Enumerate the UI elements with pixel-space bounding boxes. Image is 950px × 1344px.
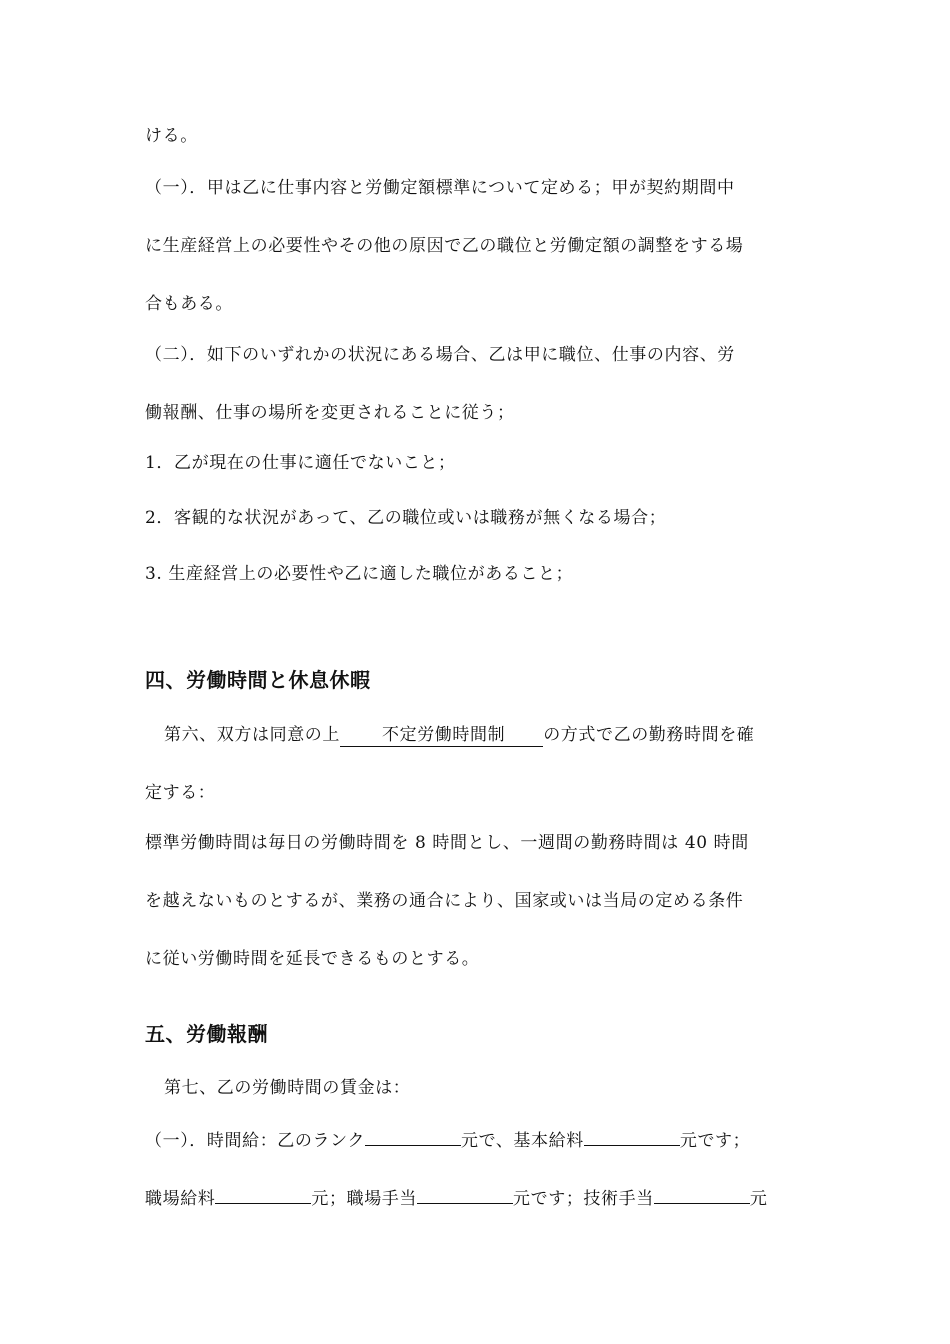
clause-text: 第六、双方は同意の上 [164,725,340,745]
base-salary-blank[interactable] [584,1127,680,1146]
technical-allowance-blank[interactable] [654,1185,750,1204]
clause-text: 元で、基本給料 [460,1131,584,1151]
paragraph-line: 合もある。 [145,294,233,314]
clause-text: （一）．時間給：乙のランク [145,1131,365,1151]
paragraph-line: 標準労働時間は毎日の労働時間を 8 時間とし、一週間の勤務時間は 40 時間 [145,833,749,853]
list-item: 3. 生産経営上の必要性や乙に適した職位があること； [145,564,574,584]
paragraph-line: 定する： [145,783,216,803]
section-heading: 五、労働報酬 [145,1022,268,1046]
rank-blank[interactable] [365,1127,461,1146]
list-item: 1．乙が現在の仕事に適任でないこと； [145,453,456,473]
working-hours-system-field: 不定労働時間制 [340,724,543,747]
clause-text: 元 [749,1189,768,1209]
workplace-salary-blank[interactable] [215,1185,311,1204]
list-item: 2．客観的な状況があって、乙の職位或いは職務が無くなる場合； [145,508,667,528]
paragraph-line: （一）．甲は乙に仕事内容と労働定額標準について定める；甲が契約期間中 [145,178,735,198]
paragraph-line: に従い労働時間を延長できるものとする。 [145,949,480,969]
paragraph-line [145,1185,810,1211]
paragraph-line: （二）．如下のいずれかの状況にある場合、乙は甲に職位、仕事の内容、労 [145,345,735,365]
clause-text: 元；職場手当 [311,1189,418,1209]
paragraph-line: ける。 [145,126,198,146]
clause-text: 職場給料 [145,1189,216,1209]
workplace-allowance-blank[interactable] [417,1185,513,1204]
paragraph-line: 働報酬、仕事の場所を変更されることに従う； [145,403,515,423]
paragraph-line [164,723,810,747]
paragraph-line [145,1127,810,1153]
clause-text: 元です；技術手当 [513,1189,654,1209]
clause-text: の方式で乙の勤務時間を確 [543,725,755,745]
paragraph-line: に生産経営上の必要性やその他の原因で乙の職位と労働定額の調整をする場 [145,236,744,256]
paragraph-line: を越えないものとするが、業務の通合により、国家或いは当局の定める条件 [145,891,744,911]
paragraph-line: 第七、乙の労働時間の賃金は： [164,1078,411,1098]
section-heading: 四、労働時間と休息休暇 [145,668,371,692]
clause-text: 元です； [679,1131,751,1151]
